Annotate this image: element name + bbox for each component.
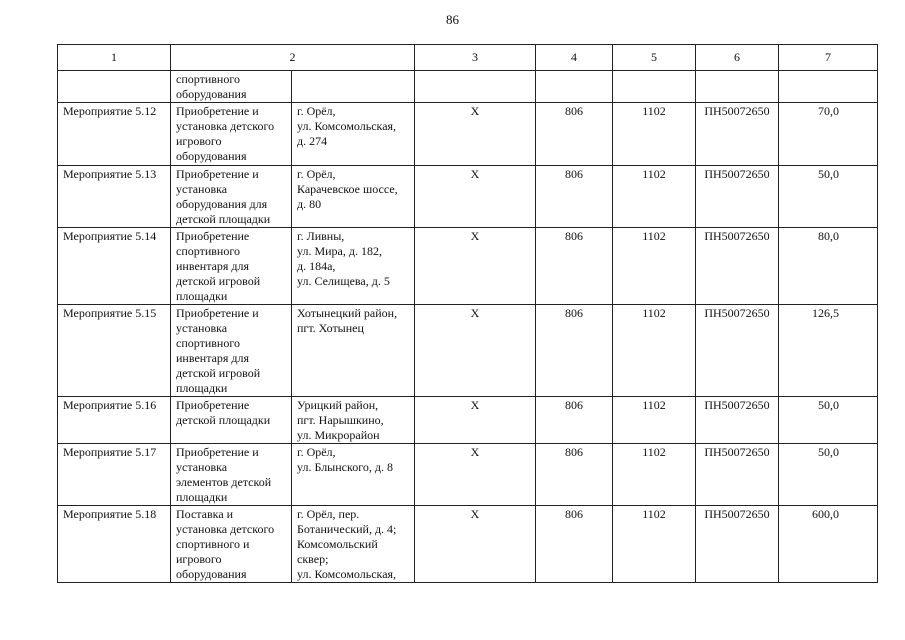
event-cell: Мероприятие 5.14 <box>58 228 171 305</box>
col7-cell: 50,0 <box>779 166 878 228</box>
address-line: ул. Комсомольская, <box>297 567 397 581</box>
address-line: пгт. Нарышкино, <box>297 413 384 427</box>
description-line: оборудования <box>176 87 247 101</box>
event-cell: Мероприятие 5.17 <box>58 444 171 506</box>
address-line: г. Орёл, <box>297 167 336 181</box>
description-line: установка детского <box>176 119 275 133</box>
col4-cell: 806 <box>536 305 613 397</box>
event-cell <box>58 71 171 103</box>
address-cell <box>292 397 415 444</box>
description-line: игрового <box>176 552 222 566</box>
col5-cell: 1102 <box>613 305 696 397</box>
description-line: площадки <box>176 490 228 504</box>
address-cell <box>292 506 415 583</box>
address-line: г. Орёл, <box>297 445 336 459</box>
description-cell <box>171 71 292 103</box>
address-line: д. 80 <box>297 197 322 211</box>
col7-cell <box>779 71 878 103</box>
col3-cell: Х <box>415 397 536 444</box>
address-line: пгт. Хотынец <box>297 321 364 335</box>
description-cell <box>171 506 292 583</box>
col6-cell: ПН50072650 <box>696 228 779 305</box>
address-cell <box>292 228 415 305</box>
description-line: спортивного и <box>176 537 250 551</box>
address-line: Урицкий район, <box>297 398 379 412</box>
col4-cell: 806 <box>536 166 613 228</box>
address-line: ул. Блынского, д. 8 <box>297 460 393 474</box>
col4-cell: 806 <box>536 228 613 305</box>
col6-cell <box>696 71 779 103</box>
description-line: спортивного <box>176 336 240 350</box>
description-line: установка <box>176 460 228 474</box>
description-line: Приобретение <box>176 398 250 412</box>
description-line: Приобретение и <box>176 445 259 459</box>
table-row <box>58 228 878 305</box>
header-cell-6: 6 <box>696 45 779 71</box>
col7-cell: 126,5 <box>779 305 878 397</box>
col6-cell: ПН50072650 <box>696 444 779 506</box>
col5-cell: 1102 <box>613 228 696 305</box>
col6-cell: ПН50072650 <box>696 506 779 583</box>
header-cell-3: 3 <box>415 45 536 71</box>
description-line: инвентаря для <box>176 259 250 273</box>
col3-cell: Х <box>415 166 536 228</box>
address-cell <box>292 305 415 397</box>
description-line: Приобретение <box>176 229 250 243</box>
description-line: Приобретение и <box>176 104 259 118</box>
address-line: ул. Селищева, д. 5 <box>297 274 390 288</box>
address-cell <box>292 444 415 506</box>
event-cell: Мероприятие 5.16 <box>58 397 171 444</box>
col5-cell <box>613 71 696 103</box>
col5-cell: 1102 <box>613 103 696 166</box>
description-line: установка <box>176 182 228 196</box>
address-line: г. Орёл, <box>297 104 336 118</box>
col4-cell: 806 <box>536 444 613 506</box>
description-line: Приобретение и <box>176 167 259 181</box>
address-line: Карачевское шоссе, <box>297 182 398 196</box>
col3-cell: Х <box>415 506 536 583</box>
col5-cell: 1102 <box>613 506 696 583</box>
col4-cell: 806 <box>536 103 613 166</box>
header-cell-2: 2 <box>171 45 415 71</box>
description-line: спортивного <box>176 244 240 258</box>
address-line: Хотынецкий район, <box>297 306 398 320</box>
address-line: г. Орёл, пер. <box>297 507 360 521</box>
description-line: элементов детской <box>176 475 272 489</box>
table-row <box>58 397 878 444</box>
col7-cell: 70,0 <box>779 103 878 166</box>
description-line: оборудования <box>176 567 247 581</box>
description-line: игрового <box>176 134 222 148</box>
col7-cell: 600,0 <box>779 506 878 583</box>
continuation-row <box>58 71 878 103</box>
description-line: детской игровой <box>176 366 261 380</box>
header-cell-5: 5 <box>613 45 696 71</box>
address-line: д. 184а, <box>297 259 336 273</box>
event-cell: Мероприятие 5.18 <box>58 506 171 583</box>
address-cell <box>292 103 415 166</box>
address-line: ул. Микрорайон <box>297 428 380 442</box>
col5-cell: 1102 <box>613 397 696 444</box>
col7-cell: 50,0 <box>779 397 878 444</box>
table-row <box>58 166 878 228</box>
page-number: 86 <box>446 12 459 27</box>
description-line: детской площадки <box>176 413 271 427</box>
event-cell: Мероприятие 5.13 <box>58 166 171 228</box>
description-cell <box>171 444 292 506</box>
col6-cell: ПН50072650 <box>696 166 779 228</box>
address-cell <box>292 71 415 103</box>
description-cell <box>171 228 292 305</box>
table-row <box>58 103 878 166</box>
table-header-row <box>58 45 878 71</box>
header-cell-4: 4 <box>536 45 613 71</box>
table-row <box>58 305 878 397</box>
address-line: ул. Комсомольская, <box>297 119 397 133</box>
event-cell: Мероприятие 5.12 <box>58 103 171 166</box>
col3-cell: Х <box>415 228 536 305</box>
table-row <box>58 444 878 506</box>
address-line: сквер; <box>297 552 329 566</box>
address-cell <box>292 166 415 228</box>
address-line: Ботанический, д. 4; <box>297 522 397 536</box>
col6-cell: ПН50072650 <box>696 103 779 166</box>
event-cell: Мероприятие 5.15 <box>58 305 171 397</box>
description-cell <box>171 305 292 397</box>
description-cell <box>171 166 292 228</box>
description-line: спортивного <box>176 72 240 86</box>
description-line: Поставка и <box>176 507 234 521</box>
description-line: детской игровой <box>176 274 261 288</box>
budget-table <box>57 44 878 583</box>
description-cell <box>171 103 292 166</box>
col7-cell: 80,0 <box>779 228 878 305</box>
col3-cell: Х <box>415 103 536 166</box>
col3-cell <box>415 71 536 103</box>
description-line: оборудования <box>176 149 247 163</box>
description-line: детской площадки <box>176 212 271 226</box>
col4-cell <box>536 71 613 103</box>
header-cell-7: 7 <box>779 45 878 71</box>
description-line: установка <box>176 321 228 335</box>
description-line: инвентаря для <box>176 351 250 365</box>
col4-cell: 806 <box>536 506 613 583</box>
col6-cell: ПН50072650 <box>696 305 779 397</box>
description-line: площадки <box>176 289 228 303</box>
address-line: г. Ливны, <box>297 229 345 243</box>
col3-cell: Х <box>415 444 536 506</box>
address-line: д. 274 <box>297 134 328 148</box>
description-cell <box>171 397 292 444</box>
table-row <box>58 506 878 583</box>
description-line: площадки <box>176 381 228 395</box>
col5-cell: 1102 <box>613 166 696 228</box>
col4-cell: 806 <box>536 397 613 444</box>
description-line: оборудования для <box>176 197 268 211</box>
description-line: Приобретение и <box>176 306 259 320</box>
col3-cell: Х <box>415 305 536 397</box>
description-line: установка детского <box>176 522 275 536</box>
address-line: ул. Мира, д. 182, <box>297 244 382 258</box>
col5-cell: 1102 <box>613 444 696 506</box>
col7-cell: 50,0 <box>779 444 878 506</box>
address-line: Комсомольский <box>297 537 378 551</box>
col6-cell: ПН50072650 <box>696 397 779 444</box>
header-cell-1: 1 <box>58 45 171 71</box>
